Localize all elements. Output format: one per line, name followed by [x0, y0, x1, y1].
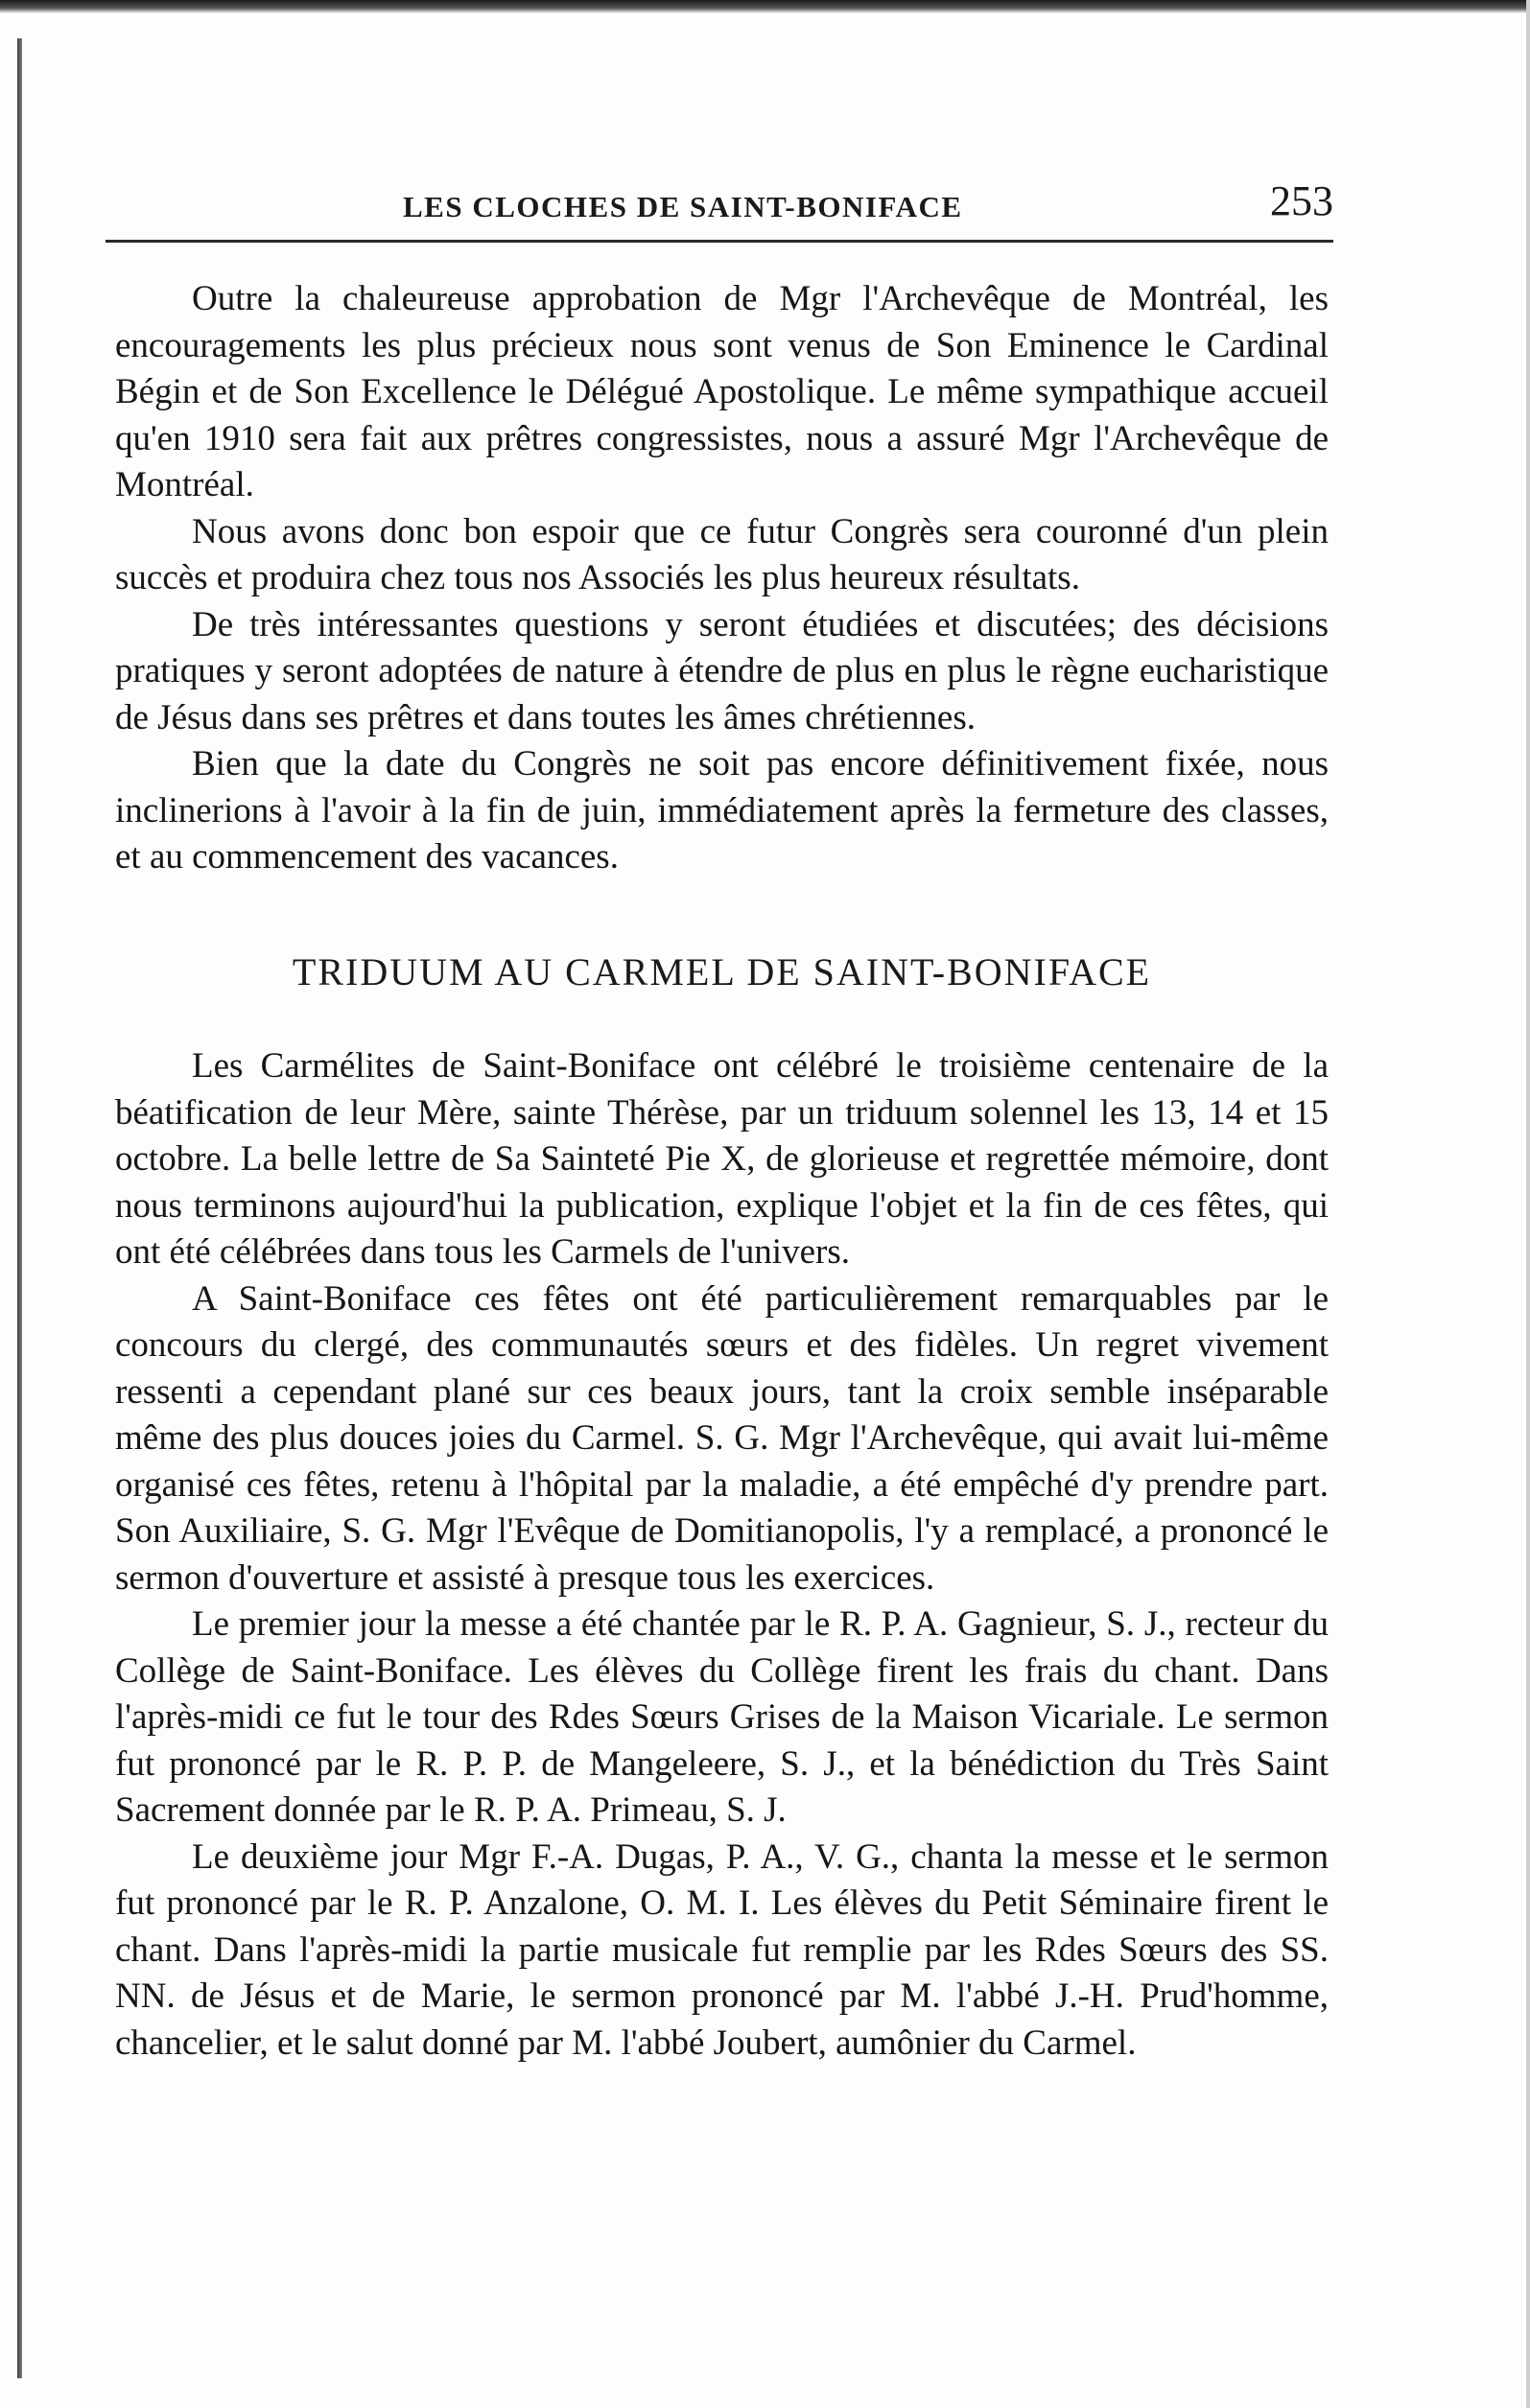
page-header	[106, 173, 1333, 240]
page-number: 253	[1270, 177, 1333, 224]
scan-binding-edge	[17, 38, 22, 2378]
header-rule	[106, 240, 1333, 243]
intro-paragraph-2: Nous avons donc bon espoir que ce futur Congrès sera couronné d'un plein succès et produira chez tous nos Associés les plus heureux résultats.	[115, 511, 1329, 597]
section-title: TRIDUUM AU CARMEL DE SAINT-BONIFACE	[292, 950, 1152, 994]
intro-paragraph-3: De très intéressantes questions y seront étudiées et discutées; des décisions pratiques y seront adoptées de nature à étendre de plus en plus le règne eucharistique de Jésus dans ses prêtres et dans toutes les âmes chrétiennes.	[115, 604, 1329, 737]
section-paragraph-3: Le premier jour la messe a été chantée par le R. P. A. Gagnieur, S. J., recteur du Collège de Saint-Boniface. Les élèves du Collège firent les frais du chant. Dans l'après-midi ce fut le tour des Rdes Sœurs Grises de la Maison Vicariale. Le sermon fut prononcé par le R. P. P. de Mangeleere, S. J., et la bénédiction du Très Saint Sacrement donnée par le R. P. A. Primeau, S. J.	[115, 1604, 1329, 1830]
intro-paragraph-4: Bien que la date du Congrès ne soit pas encore définitivement fixée, nous inclinerions à l'avoir à la fin de juin, immédiatement après la fermeture des classes, et au commencement des vacances.	[115, 744, 1329, 877]
scan-top-edge	[0, 0, 1530, 13]
section-text	[115, 1043, 1329, 2067]
running-title: LES CLOCHES DE SAINT-BONIFACE	[403, 190, 963, 223]
intro-text	[115, 276, 1329, 881]
scan-right-edge	[1526, 0, 1530, 2408]
section-paragraph-1: Les Carmélites de Saint-Boniface ont célébré le troisième centenaire de la béatification de leur Mère, sainte Thérèse, par un triduum solennel les 13, 14 et 15 octobre. La belle lettre de Sa Sainteté Pie X, de glorieuse et regrettée mémoire, dont nous terminons aujourd'hui la publication, explique l'objet et la fin de ces fêtes, qui ont été célébrées dans tous les Carmels de l'univers.	[115, 1046, 1329, 1272]
section-paragraph-2: A Saint-Boniface ces fêtes ont été particulièrement remarquables par le concours du clergé, des communautés sœurs et des fidèles. Un regret vivement ressenti a cependant plané sur ces beaux jours, tant la croix semble inséparable même des plus douces joies du Carmel. S. G. Mgr l'Archevêque, qui avait lui-même organisé ces fêtes, retenu à l'hôpital par la maladie, a été empêché d'y prendre part. Son Auxiliaire, S. G. Mgr l'Evêque de Domitianopolis, l'y a remplacé, a prononcé le sermon d'ouverture et assisté à presque tous les exercices.	[115, 1278, 1329, 1598]
intro-paragraph-1: Outre la chaleureuse approbation de Mgr l'Archevêque de Montréal, les encouragements les plus précieux nous sont venus de Son Eminence le Cardinal Bégin et de Son Excellence le Délégué Apostolique. Le même sympathique accueil qu'en 1910 sera fait aux prêtres congressistes, nous a assuré Mgr l'Archevêque de Montréal.	[115, 279, 1329, 504]
section-paragraph-4: Le deuxième jour Mgr F.-A. Dugas, P. A., V. G., chanta la messe et le sermon fut prononcé par le R. P. Anzalone, O. M. I. Les élèves du Petit Séminaire firent le chant. Dans l'après-midi la partie musicale fut remplie par les Rdes Sœurs des SS. NN. de Jésus et de Marie, le sermon prononcé par M. l'abbé J.-H. Prud'homme, chancelier, et le salut donné par M. l'abbé Joubert, aumônier du Carmel.	[115, 1836, 1329, 2063]
